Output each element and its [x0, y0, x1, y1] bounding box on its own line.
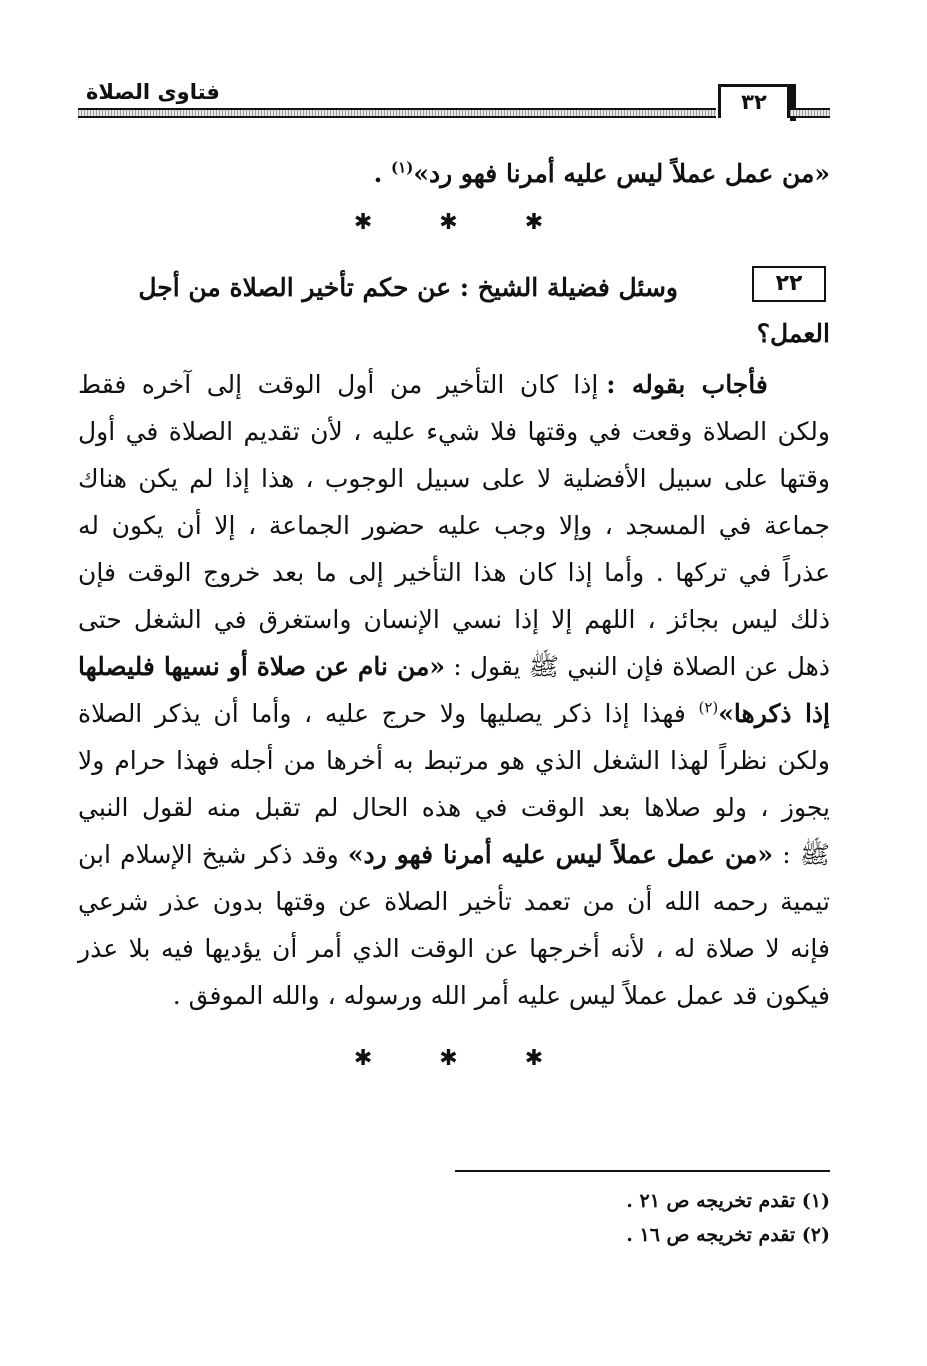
- footnote-ref-1: (١): [391, 158, 414, 177]
- footnote: [78, 1184, 830, 1218]
- section-separator: ✱ ✱ ✱: [353, 1046, 574, 1071]
- answer-line: إذا ذكرها»$^{(٢)}$ فهذا إذا ذكر يصليها ولا حرج عليه ، وأما أن يذكر الصلاة: [78, 698, 831, 728]
- footnote-text: تقدم تخريجه ص ١٦ .: [626, 1224, 802, 1246]
- footnote-rule: [455, 1170, 830, 1172]
- hadith-quote-end: إذا ذكرها»: [718, 699, 831, 728]
- answer-line: عذراً في تركها . وأما إذا كان هذا التأخير إلى ما بعد خروج الوقت فإن: [78, 558, 830, 587]
- question-line-1: وسئل فضيلة الشيخ : عن حكم تأخير الصلاة من أجل: [138, 273, 678, 302]
- hadith-quote: «من نام عن صلاة أو نسيها فليصلها: [78, 652, 446, 681]
- answer-line: فيكون قد عمل عملاً ليس عليه أمر الله ورسوله ، والله الموفق .: [172, 981, 830, 1010]
- footnote-marker: (٢): [801, 1224, 830, 1246]
- header-rule-end: [790, 108, 830, 118]
- answer-line: تيمية رحمه الله أن من تعمد تأخير الصلاة عن وقتها بدون عذر شرعي: [78, 887, 830, 916]
- header-rule: [78, 108, 716, 118]
- footnote: [78, 1218, 830, 1252]
- footnote-marker: (١): [801, 1190, 830, 1212]
- footnote-text: تقدم تخريجه ص ٢١ .: [626, 1190, 802, 1212]
- running-header: [78, 66, 830, 124]
- answer-line: ذهل عن الصلاة فإن النبي ﷺ يقول : «من نام عن صلاة أو نسيها فليصلها: [78, 652, 830, 681]
- answer-line: ولكن نظراً لهذا الشغل الذي هو مرتبط به أخرها من أجله فهذا حرام ولا: [78, 746, 830, 775]
- answer-line: فأجاب بقوله : إذا كان التأخير من أول الوقت إلى آخره فقط: [78, 370, 768, 399]
- opening-line: [78, 150, 830, 197]
- footnote-ref-2: (٢): [698, 698, 719, 717]
- hadith-quote: «من عمل عملاً ليس عليه أمرنا فهو رد»: [347, 840, 774, 869]
- fatwa-number: ٢٢: [752, 266, 826, 302]
- opening-hadith: «من عمل عملاً ليس عليه أمرنا فهو رد»: [413, 159, 830, 188]
- answer-line: ذلك ليس بجائز ، اللهم إلا إذا نسي الإنسان واستغرق في الشغل حتى: [78, 605, 830, 634]
- opening-end: .: [373, 159, 392, 188]
- answer-paragraph: [78, 361, 830, 1019]
- page-number: ٣٢: [718, 84, 790, 118]
- answer-line: جماعة في المسجد ، وإلا وجب عليه حضور الجماعة ، إلا أن يكون له: [78, 511, 830, 540]
- footnotes: [78, 1184, 830, 1252]
- answer-line: وقتها على سبيل الأفضلية لا على سبيل الوجوب ، هذا إذا لم يكن هناك: [78, 464, 830, 493]
- answer-line: فإنه لا صلاة له ، لأنه أخرجها عن الوقت الذي أمر أن يؤديها فيه بلا عذر: [78, 934, 830, 963]
- answer-line: ﷺ : «من عمل عملاً ليس عليه أمرنا فهو رد» وقد ذكر شيخ الإسلام ابن: [78, 840, 830, 869]
- answer-lead: فأجاب بقوله :: [606, 370, 768, 399]
- answer-line: ولكن الصلاة وقعت في وقتها فلا شيء عليه ، لأن تقديم الصلاة في أول: [78, 417, 830, 446]
- section-separator: ✱ ✱ ✱: [353, 210, 574, 235]
- question-line-2: العمل؟: [756, 319, 830, 348]
- book-title: فتاوى الصلاة: [86, 80, 220, 104]
- answer-line: يجوز ، ولو صلاها بعد الوقت في هذه الحال لم تقبل منه لقول النبي: [78, 793, 830, 822]
